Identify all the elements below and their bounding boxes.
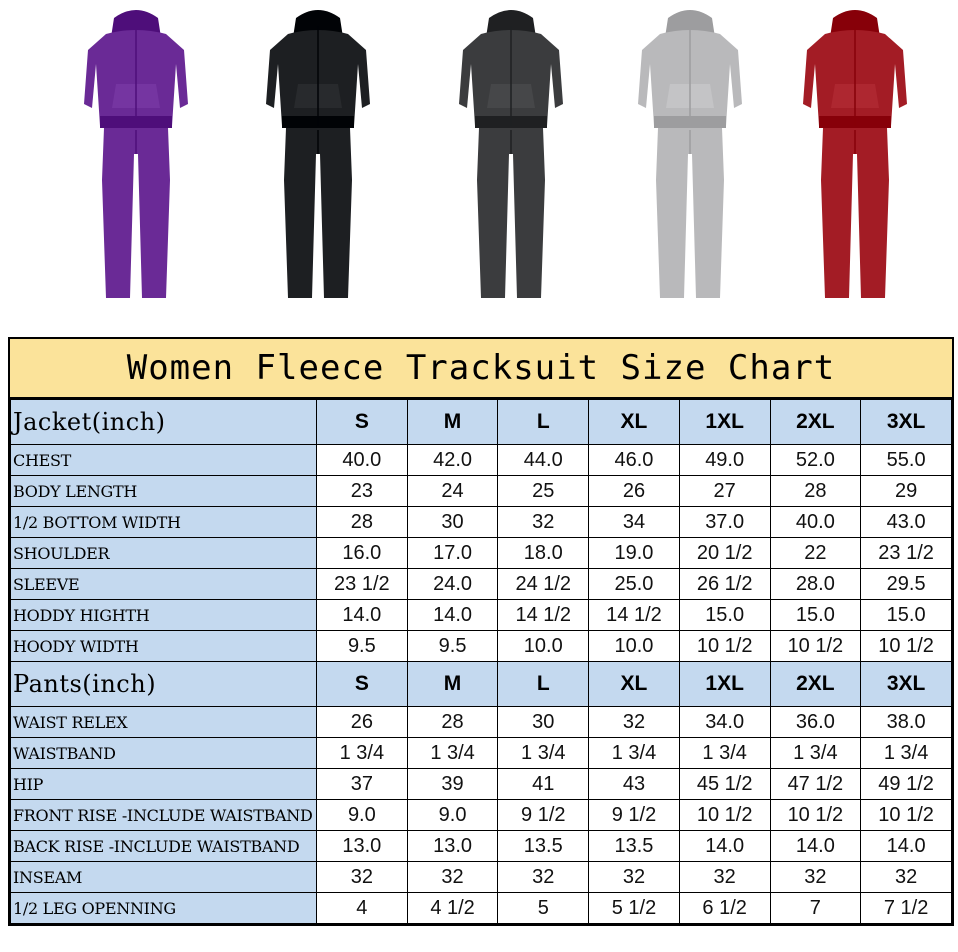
measurement-value: 32 [498,862,589,893]
measurement-label: HIP [11,769,317,800]
table-row [11,476,952,507]
measurement-value: 10 1/2 [770,631,861,662]
size-column-header: 3XL [861,400,952,445]
table-row [11,569,952,600]
measurement-value: 24.0 [407,569,498,600]
size-column-header: M [407,400,498,445]
measurement-value: 32 [407,862,498,893]
pants-header-row [11,662,952,707]
size-column-header: XL [589,662,680,707]
measurement-value: 29.5 [861,569,952,600]
measurement-value: 9.5 [317,631,408,662]
measurement-value: 34 [589,507,680,538]
pants-section-header: Pants(inch) [11,662,317,707]
measurement-value: 9 1/2 [589,800,680,831]
measurement-value: 14.0 [770,831,861,862]
measurement-value: 9 1/2 [498,800,589,831]
table-row [11,445,952,476]
table-row [11,862,952,893]
measurement-value: 10 1/2 [861,800,952,831]
table-row [11,507,952,538]
measurement-label: 1/2 BOTTOM WIDTH [11,507,317,538]
size-column-header: 2XL [770,400,861,445]
measurement-value: 23 1/2 [317,569,408,600]
measurement-value: 47 1/2 [770,769,861,800]
size-column-header: 3XL [861,662,952,707]
measurement-value: 25 [498,476,589,507]
measurement-label: INSEAM [11,862,317,893]
product-image-row [0,0,958,320]
measurement-value: 28 [407,707,498,738]
measurement-label: 1/2 LEG OPENNING [11,893,317,924]
measurement-value: 23 [317,476,408,507]
measurement-value: 1 3/4 [407,738,498,769]
measurement-value: 4 [317,893,408,924]
measurement-value: 16.0 [317,538,408,569]
table-row [11,707,952,738]
measurement-value: 1 3/4 [317,738,408,769]
table-row [11,769,952,800]
measurement-value: 10 1/2 [861,631,952,662]
measurement-value: 27 [679,476,770,507]
measurement-label: HOODY WIDTH [11,631,317,662]
measurement-value: 40.0 [317,445,408,476]
size-column-header: 2XL [770,662,861,707]
measurement-value: 10.0 [589,631,680,662]
measurement-value: 22 [770,538,861,569]
measurement-value: 28.0 [770,569,861,600]
measurement-value: 15.0 [861,600,952,631]
measurement-value: 7 1/2 [861,893,952,924]
measurement-label: WAISTBAND [11,738,317,769]
measurement-value: 32 [589,862,680,893]
measurement-value: 10 1/2 [679,631,770,662]
measurement-value: 1 3/4 [589,738,680,769]
measurement-value: 9.0 [317,800,408,831]
measurement-value: 34.0 [679,707,770,738]
charcoal-tracksuit-image [451,4,571,304]
measurement-label: WAIST RELEX [11,707,317,738]
size-column-header: L [498,662,589,707]
measurement-value: 32 [589,707,680,738]
table-row [11,800,952,831]
measurement-value: 36.0 [770,707,861,738]
measurement-value: 14 1/2 [498,600,589,631]
measurement-value: 14 1/2 [589,600,680,631]
measurement-value: 32 [770,862,861,893]
measurement-value: 5 [498,893,589,924]
size-chart-title-bar [10,339,952,399]
jacket-header-row [11,400,952,445]
purple-tracksuit-image [76,4,196,304]
measurement-value: 10 1/2 [770,800,861,831]
measurement-value: 13.0 [317,831,408,862]
measurement-value: 37.0 [679,507,770,538]
measurement-value: 46.0 [589,445,680,476]
table-row [11,738,952,769]
measurement-value: 32 [861,862,952,893]
table-row [11,600,952,631]
black-tracksuit-image [258,4,378,304]
measurement-value: 40.0 [770,507,861,538]
measurement-value: 14.0 [407,600,498,631]
measurement-value: 28 [770,476,861,507]
measurement-value: 55.0 [861,445,952,476]
measurement-value: 15.0 [770,600,861,631]
measurement-value: 13.5 [589,831,680,862]
measurement-label: CHEST [11,445,317,476]
measurement-value: 41 [498,769,589,800]
measurement-value: 14.0 [861,831,952,862]
measurement-value: 30 [407,507,498,538]
size-column-header: XL [589,400,680,445]
measurement-value: 39 [407,769,498,800]
measurement-value: 45 1/2 [679,769,770,800]
measurement-label: FRONT RISE -INCLUDE WAISTBAND [11,800,317,831]
measurement-value: 42.0 [407,445,498,476]
measurement-value: 6 1/2 [679,893,770,924]
measurement-value: 10.0 [498,631,589,662]
red-tracksuit-image [795,4,915,304]
measurement-value: 13.5 [498,831,589,862]
measurement-value: 1 3/4 [498,738,589,769]
measurement-label: BODY LENGTH [11,476,317,507]
measurement-value: 14.0 [679,831,770,862]
measurement-value: 5 1/2 [589,893,680,924]
measurement-value: 32 [317,862,408,893]
table-row [11,538,952,569]
measurement-value: 32 [679,862,770,893]
measurement-value: 19.0 [589,538,680,569]
measurement-value: 26 [317,707,408,738]
measurement-value: 29 [861,476,952,507]
size-chart [8,337,954,926]
size-column-header: S [317,662,408,707]
measurement-value: 17.0 [407,538,498,569]
measurement-value: 13.0 [407,831,498,862]
measurement-value: 20 1/2 [679,538,770,569]
measurement-value: 37 [317,769,408,800]
measurement-value: 7 [770,893,861,924]
measurement-value: 28 [317,507,408,538]
measurement-value: 43 [589,769,680,800]
size-column-header: 1XL [679,400,770,445]
measurement-value: 1 3/4 [679,738,770,769]
measurement-value: 30 [498,707,589,738]
measurement-value: 24 1/2 [498,569,589,600]
jacket-section-header: Jacket(inch) [11,400,317,445]
measurement-value: 1 3/4 [770,738,861,769]
table-row [11,831,952,862]
measurement-value: 24 [407,476,498,507]
measurement-value: 23 1/2 [861,538,952,569]
measurement-value: 14.0 [317,600,408,631]
table-row [11,893,952,924]
measurement-value: 9.0 [407,800,498,831]
measurement-value: 26 1/2 [679,569,770,600]
size-column-header: L [498,400,589,445]
measurement-value: 43.0 [861,507,952,538]
measurement-value: 38.0 [861,707,952,738]
measurement-value: 49 1/2 [861,769,952,800]
size-column-header: S [317,400,408,445]
measurement-value: 32 [498,507,589,538]
measurement-value: 26 [589,476,680,507]
measurement-value: 49.0 [679,445,770,476]
measurement-value: 1 3/4 [861,738,952,769]
measurement-value: 10 1/2 [679,800,770,831]
measurement-value: 52.0 [770,445,861,476]
table-row [11,631,952,662]
size-column-header: M [407,662,498,707]
measurement-value: 18.0 [498,538,589,569]
measurement-value: 4 1/2 [407,893,498,924]
measurement-label: HODDY HIGHTH [11,600,317,631]
size-chart-table [10,399,952,924]
grey-tracksuit-image [630,4,750,304]
measurement-value: 15.0 [679,600,770,631]
size-column-header: 1XL [679,662,770,707]
measurement-value: 9.5 [407,631,498,662]
measurement-label: SLEEVE [11,569,317,600]
measurement-label: BACK RISE -INCLUDE WAISTBAND [11,831,317,862]
size-chart-title: Women Fleece Tracksuit Size Chart [126,348,836,388]
measurement-value: 44.0 [498,445,589,476]
measurement-value: 25.0 [589,569,680,600]
measurement-label: SHOULDER [11,538,317,569]
